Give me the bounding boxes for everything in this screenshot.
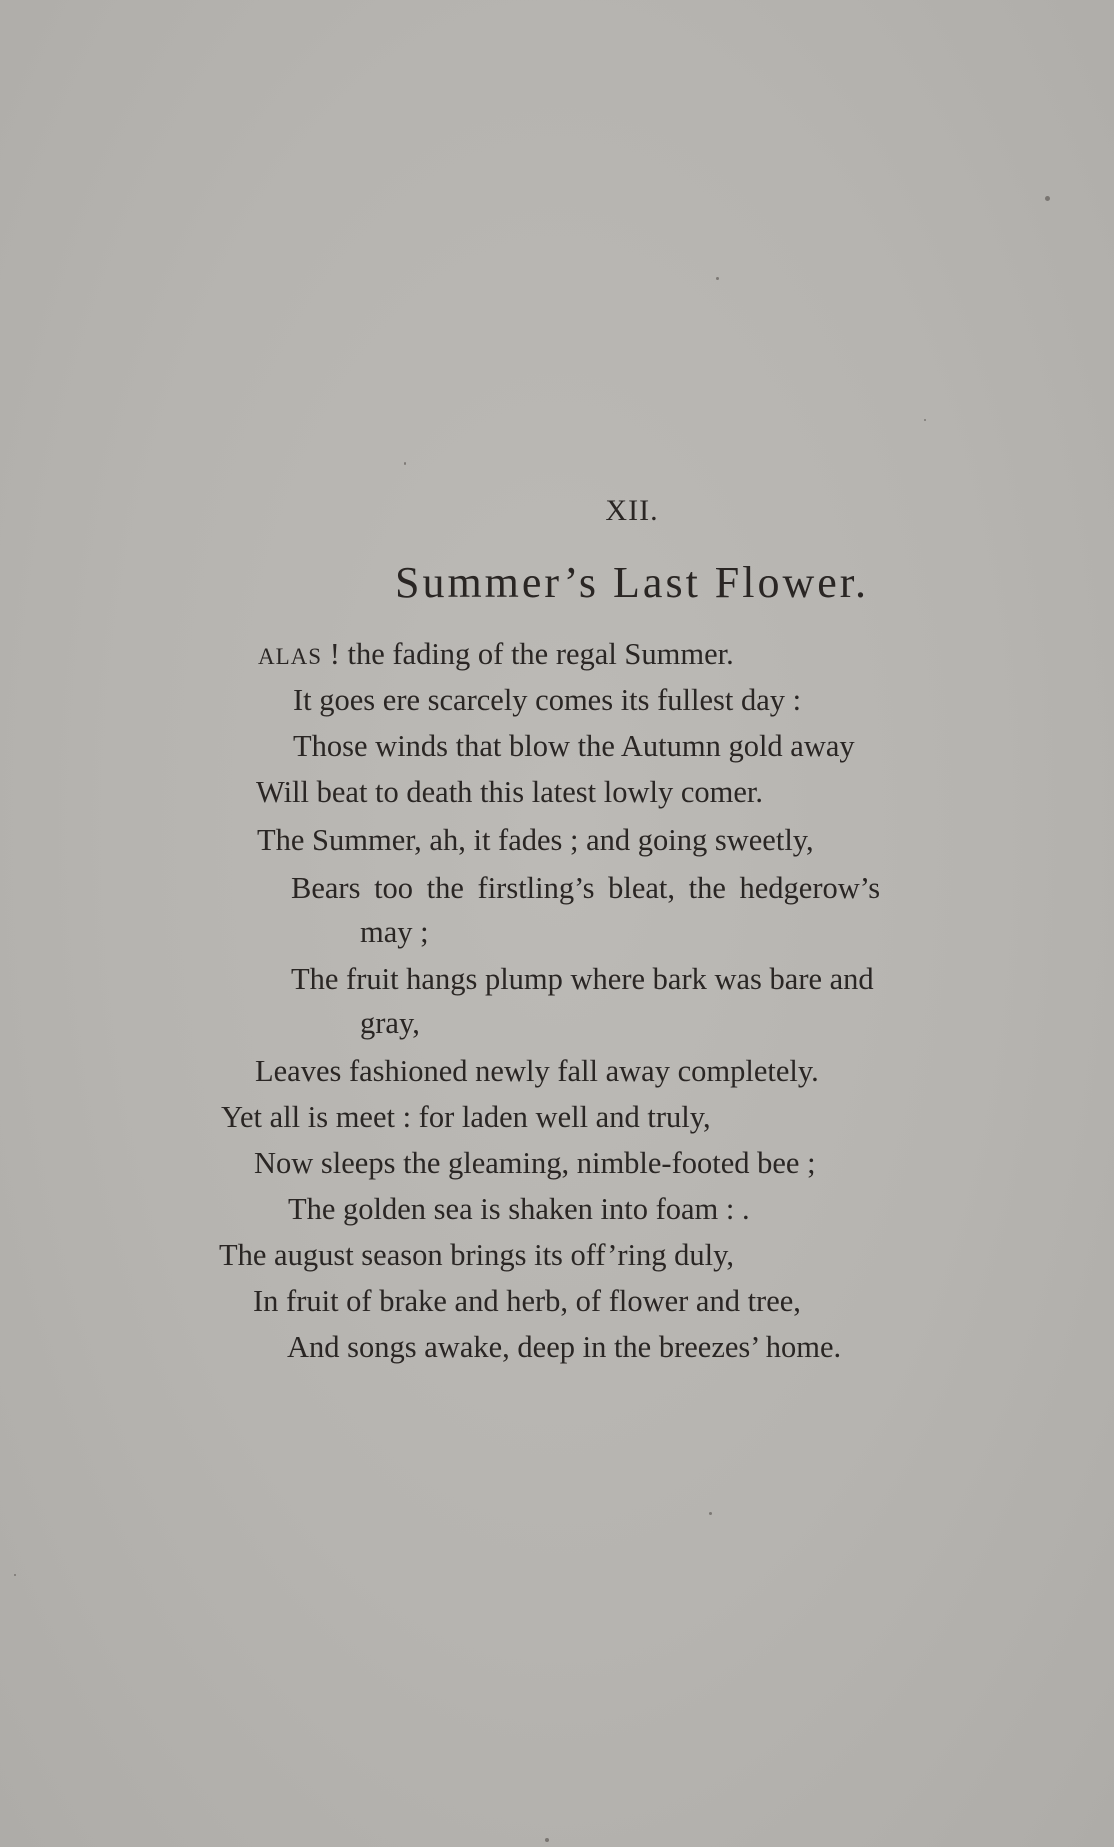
poem-title: Summer’s Last Flower. <box>394 558 870 607</box>
opening-word: ALAS <box>258 644 323 669</box>
poem-line-7: The fruit hangs plump where bark was bare and <box>291 962 874 996</box>
poem-line-13: In fruit of brake and herb, of flower and tree, <box>253 1284 801 1318</box>
poem-line-9: Yet all is meet : for laden well and truly, <box>221 1100 711 1134</box>
poem-line-5: The Summer, ah, it fades ; and going sweetly, <box>257 823 814 857</box>
poem-line-1: ALAS ! the fading of the regal Summer. <box>258 637 734 671</box>
poem-number: XII. <box>605 494 659 527</box>
poem-line-14: And songs awake, deep in the breezes’ home. <box>287 1330 842 1364</box>
poem-line-11: The golden sea is shaken into foam : . <box>288 1192 750 1226</box>
poem-line-3: Those winds that blow the Autumn gold away <box>293 729 855 763</box>
poem-line-8: Leaves fashioned newly fall away completely. <box>255 1054 819 1088</box>
poem-line-6: Bears too the firstling’s bleat, the hedgerow’s <box>291 871 881 905</box>
poem-line-2: It goes ere scarcely comes its fullest day : <box>293 683 802 717</box>
poem-line-6-continued: may ; <box>360 915 429 949</box>
poem-line-7-continued: gray, <box>360 1006 420 1040</box>
poem-line-4: Will beat to death this latest lowly comer. <box>256 775 763 809</box>
poem-line-10: Now sleeps the gleaming, nimble-footed bee ; <box>254 1146 816 1180</box>
poem-line-12: The august season brings its off’ring duly, <box>219 1238 735 1272</box>
